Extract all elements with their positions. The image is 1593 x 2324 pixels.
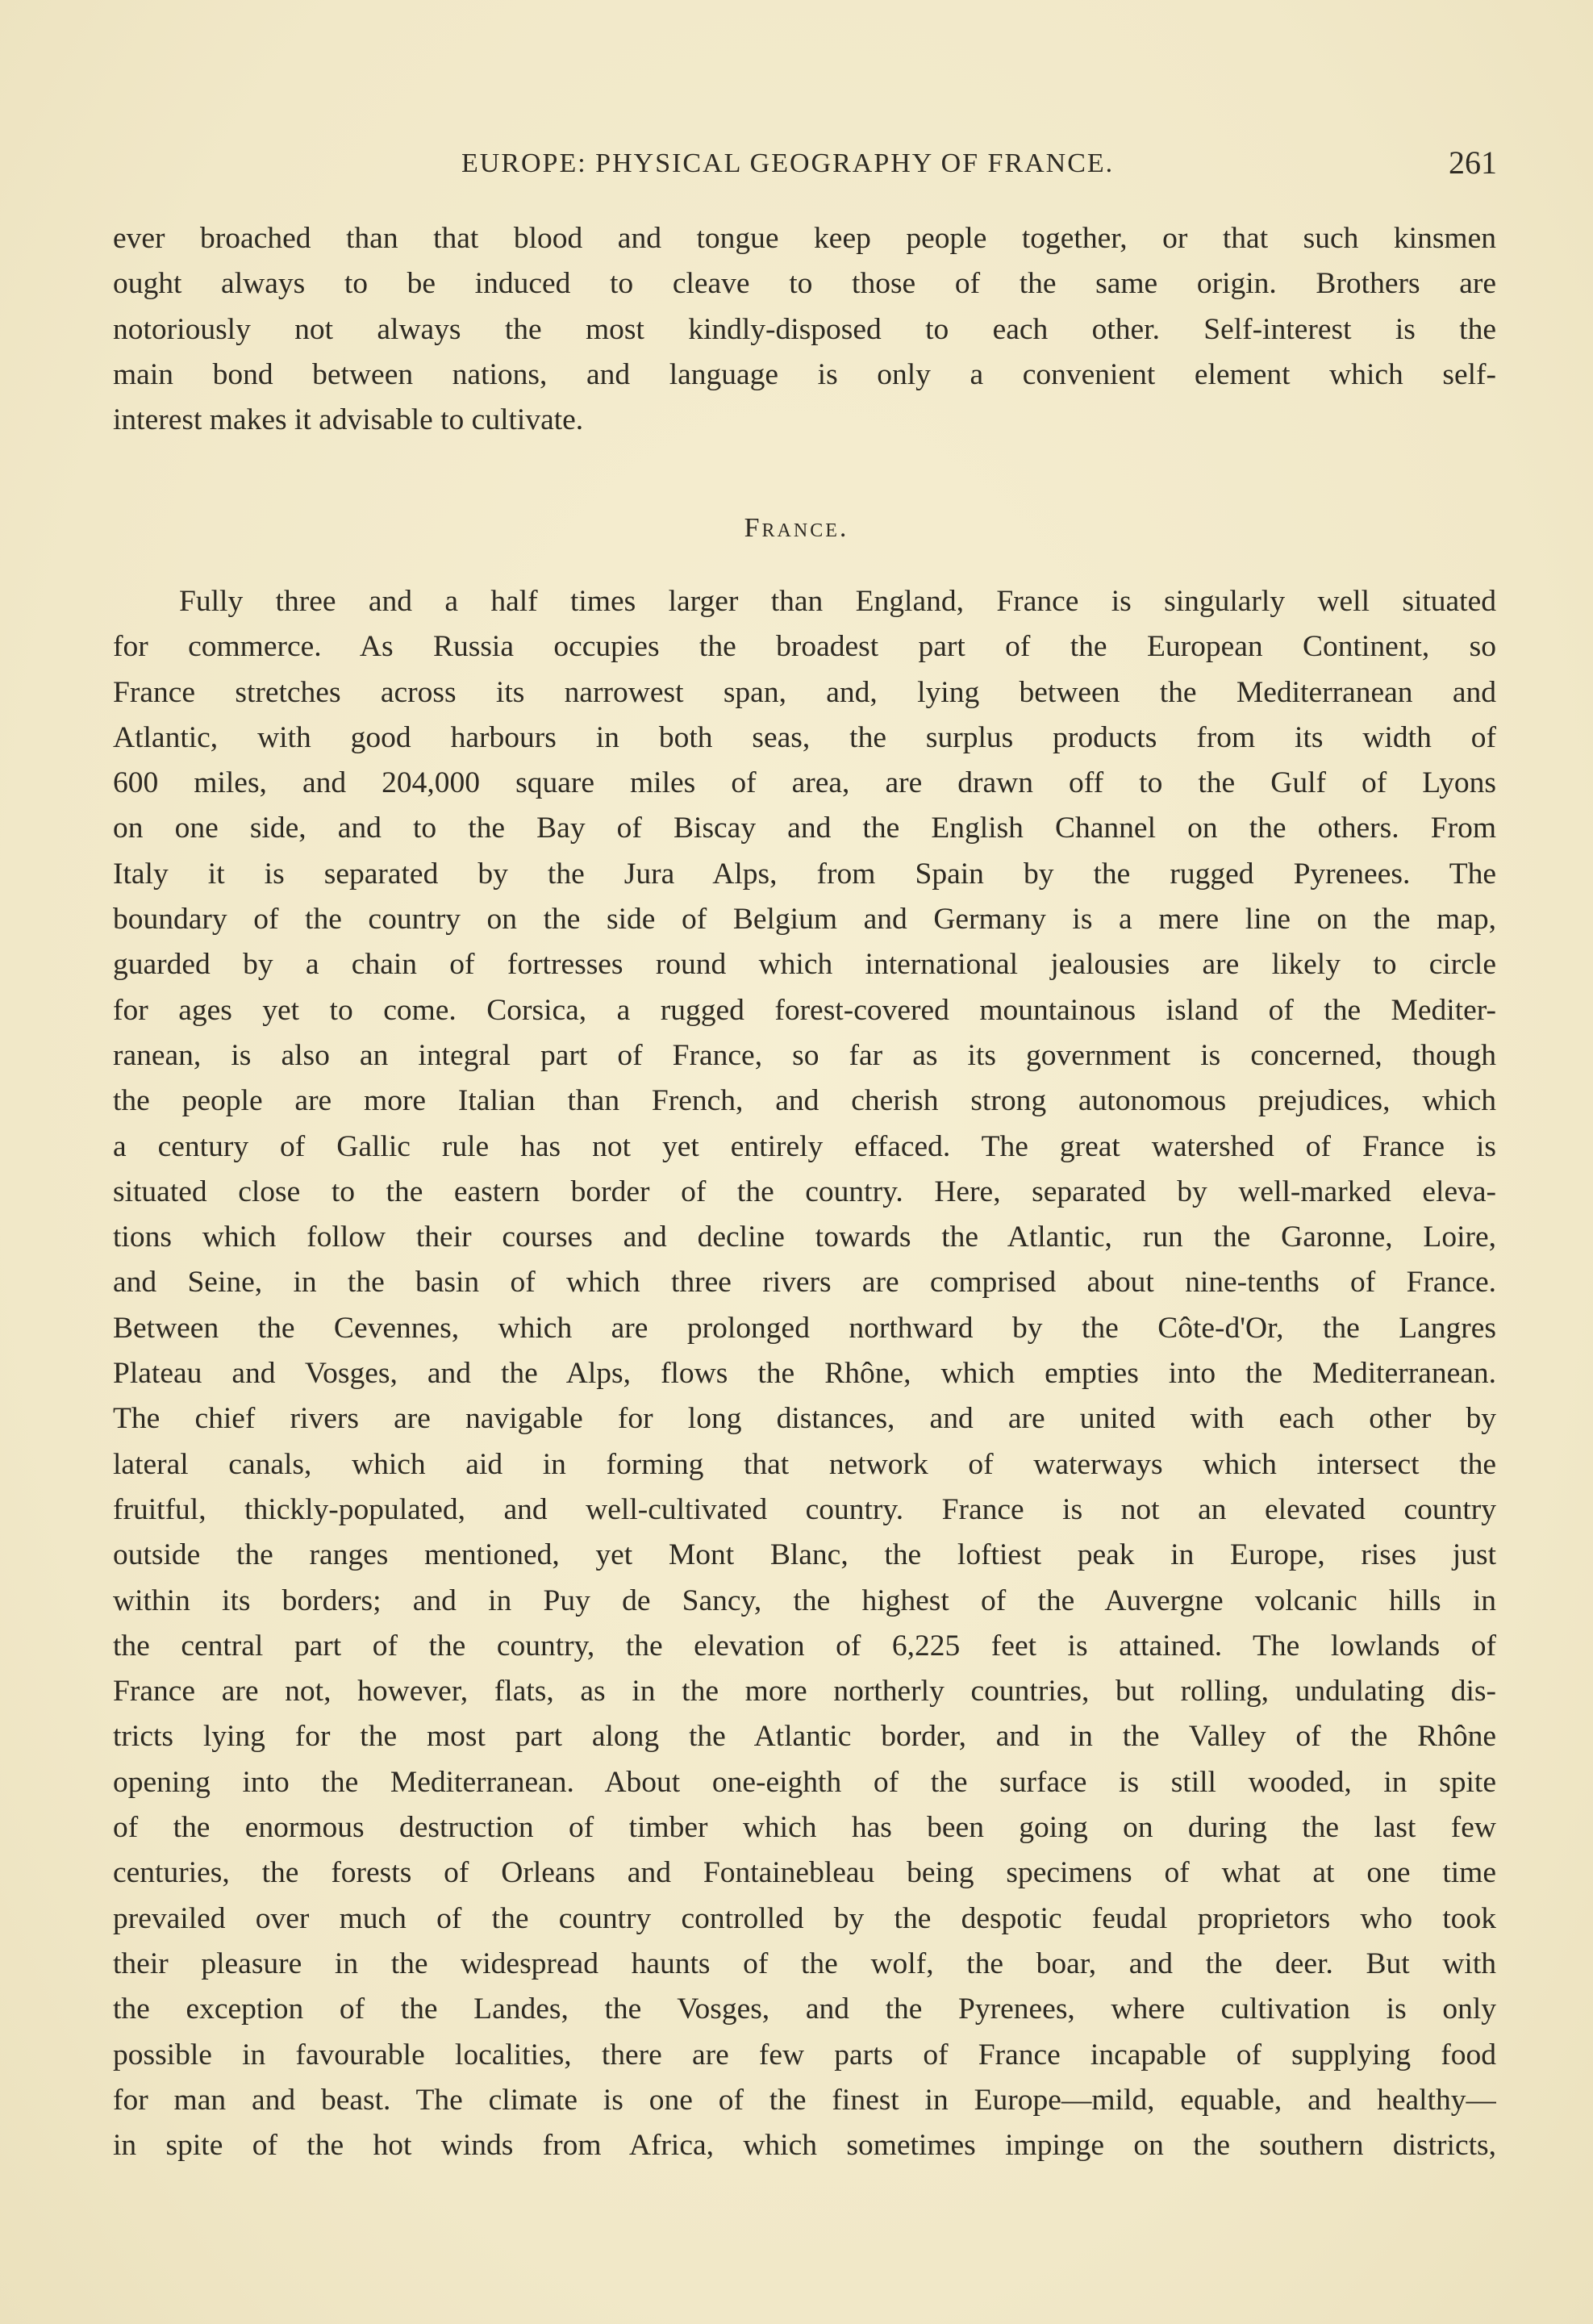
text-line: and Seine, in the basin of which three rivers are comprised about nine-tenths of France.	[113, 1266, 1496, 1300]
text-line: Plateau and Vosges, and the Alps, flows the Rhône, which empties into the Mediterranean.	[113, 1357, 1496, 1391]
text-line: for commerce. As Russia occupies the broadest part of the European Continent, so	[113, 630, 1496, 664]
text-line: guarded by a chain of fortresses round which international jealousies are likely to circle	[113, 948, 1496, 982]
text-line: situated close to the eastern border of the country. Here, separated by well-marked eleva-	[113, 1175, 1496, 1208]
text-line: a century of Gallic rule has not yet entirely effaced. The great watershed of France is	[113, 1129, 1496, 1163]
text-line: France are not, however, flats, as in the more northerly countries, but rolling, undulating dis-	[113, 1675, 1496, 1709]
text-line: fruitful, thickly-populated, and well-cultivated country. France is not an elevated country	[113, 1492, 1496, 1526]
paragraph-1	[113, 216, 1496, 443]
text-line: The chief rivers are navigable for long distances, and are united with each other by	[113, 1402, 1496, 1436]
running-head: EUROPE: PHYSICAL GEOGRAPHY OF FRANCE.	[461, 148, 1115, 178]
text-line: 600 miles, and 204,000 square miles of area, are drawn off to the Gulf of Lyons	[113, 766, 1496, 800]
text-line: in spite of the hot winds from Africa, which sometimes impinge on the southern districts,	[113, 2129, 1496, 2163]
text-line: possible in favourable localities, there are few parts of France incapable of supplying food	[113, 2038, 1496, 2072]
text-line: ever broached than that blood and tongue keep people together, or that such kinsmen	[113, 222, 1496, 255]
text-line: tions which follow their courses and decline towards the Atlantic, run the Garonne, Loire,	[113, 1220, 1496, 1254]
text-line: the people are more Italian than French, and cherish strong autonomous prejudices, which	[113, 1084, 1496, 1118]
text-line: tricts lying for the most part along the Atlantic border, and in the Valley of the Rhône	[113, 1720, 1496, 1754]
page-header	[0, 144, 1593, 192]
text-line: France stretches across its narrowest span, and, lying between the Mediterranean and	[113, 675, 1496, 709]
text-line: of the enormous destruction of timber which has been going on during the last few	[113, 1811, 1496, 1845]
section-title: France.	[744, 513, 849, 543]
text-line: Between the Cevennes, which are prolonged northward by the Côte-d'Or, the Langres	[113, 1311, 1496, 1345]
text-line: lateral canals, which aid in forming that network of waterways which intersect the	[113, 1447, 1496, 1481]
text-line: Italy it is separated by the Jura Alps, from Spain by the rugged Pyrenees. The	[113, 857, 1496, 891]
text-line: Atlantic, with good harbours in both seas, the surplus products from its width of	[113, 720, 1496, 754]
text-line: ought always to be induced to cleave to those of the same origin. Brothers are	[113, 267, 1496, 301]
text-line: on one side, and to the Bay of Biscay and the English Channel on the others. From	[113, 812, 1496, 845]
text-line: the central part of the country, the elevation of 6,225 feet is attained. The lowlands of	[113, 1629, 1496, 1663]
text-line: for man and beast. The climate is one of the finest in Europe—mild, equable, and healthy—	[113, 2083, 1496, 2117]
page-number: 261	[1449, 144, 1497, 181]
text-line: Fully three and a half times larger than England, France is singularly well situated	[179, 585, 1496, 618]
text-line: opening into the Mediterranean. About one-eighth of the surface is still wooded, in spite	[113, 1765, 1496, 1799]
paragraph-2	[113, 579, 1496, 2168]
text-line: prevailed over much of the country controlled by the despotic feudal proprietors who took	[113, 1901, 1496, 1935]
text-line: main bond between nations, and language is only a convenient element which self-	[113, 357, 1496, 391]
text-line: within its borders; and in Puy de Sancy, the highest of the Auvergne volcanic hills in	[113, 1583, 1496, 1617]
text-line: ranean, is also an integral part of France, so far as its government is concerned, though	[113, 1038, 1496, 1072]
text-line: for ages yet to come. Corsica, a rugged forest-covered mountainous island of the Mediter-	[113, 993, 1496, 1027]
text-line: centuries, the forests of Orleans and Fontainebleau being specimens of what at one time	[113, 1856, 1496, 1890]
text-line: outside the ranges mentioned, yet Mont Blanc, the loftiest peak in Europe, rises just	[113, 1538, 1496, 1572]
text-line: notoriously not always the most kindly-disposed to each other. Self-interest is the	[113, 312, 1496, 346]
text-line: the exception of the Landes, the Vosges, and the Pyrenees, where cultivation is only	[113, 1992, 1496, 2026]
text-line: interest makes it advisable to cultivate.	[113, 403, 584, 437]
text-line: their pleasure in the widespread haunts of the wolf, the boar, and the deer. But with	[113, 1946, 1496, 1980]
text-line: boundary of the country on the side of Belgium and Germany is a mere line on the map,	[113, 903, 1496, 937]
